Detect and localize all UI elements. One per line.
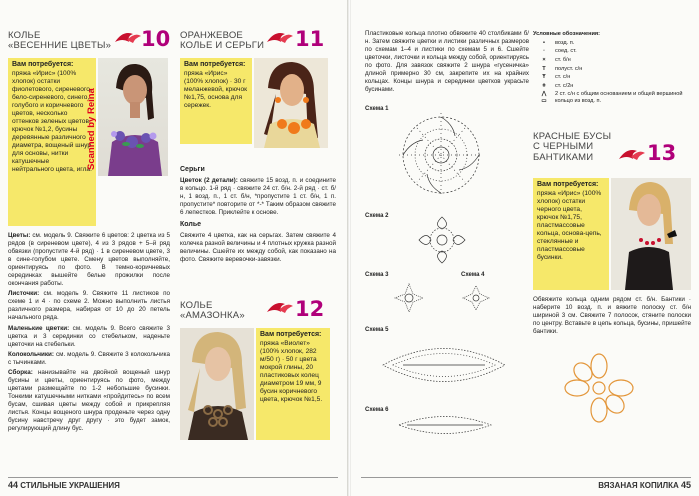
paragraph-text: см. модель 9. Свяжите 6 цветов: 2 цветка из 5 рядов (в сиреневом цвете), 4 из 3 рядов + 5–й ряд обвязки (пропустите 4-й ряд) · 1 в сиреневом цвете, 3 в сине-голубом цвете. Смену цветов выполняйте, ориентируясь по фото. В темно-коричневых серединках вышейте белые прожилки после окончания работы. [8,232,170,288]
section12-model-photo [180,328,254,440]
legend-label: 2 ст. с/н с общим основанием и общей вершиной [555,90,683,97]
earrings-subheading: Серьги [180,166,205,173]
footer-rule [8,477,338,478]
paragraph-lead: Маленькие цветки: [8,324,70,332]
scheme-5-diagram [379,336,509,394]
legend-symbol: × [542,56,546,63]
legend-symbol: ǂ [542,82,546,89]
legend-label: полуст. с/н [555,65,583,72]
section13-number: 13 [647,141,677,165]
legend-item [533,65,693,74]
section13-title-line1: КРАСНЫЕ БУСЫ [533,131,612,142]
section13-model-photo [611,178,691,290]
necklace-subheading: Колье [180,221,202,229]
paragraph [180,232,336,264]
legend-item [533,97,693,106]
section12-instructions [365,30,529,96]
left-footer [8,480,120,490]
legend-label: ст. б/н [555,56,571,63]
legend-title: Условные обозначения: [533,31,601,37]
paragraph [180,177,336,217]
paragraph-text: Свяжите 4 цветка, как на серьгах. Затем свяжите 4 колечка разной величины и 4 плотных кружка разной величины. Сшейте их между собой, как показано на фото. Свяжите веревочки-завязки. [180,232,336,264]
section13-title-line3: БАНТИКАМИ [533,151,594,163]
section10-title-line2: «ВЕСЕННИЕ ЦВЕТЫ» [8,40,112,52]
paragraph-text: свяжите 15 возд. п. и соедините в кольцо. 1-й ряд · свяжите 24 ст. б/н. 2-й ряд · ст. б/н, 1 возд. п., 1 ст. б/н, *пропустите 1 ст. б/н, 1 п. пропустите* повторите от *-* Таким образом свяжите 6 лепестков. Приклейте к основе. [180,176,336,217]
legend-label: соед. ст. [555,48,577,55]
paragraph [8,351,170,367]
bird-logo-icon [113,28,143,46]
scheme-4-diagram [461,284,491,312]
scheme-3-diagram [393,282,425,314]
bird-logo-icon [265,28,295,46]
scheme-3-label: Схема 3 [365,272,389,278]
legend-item [533,56,693,65]
section13-paragraph: Обвяжите кольца одним рядом ст. б/н. Бантики · наберите 10 возд. п. и вяжите полоску ст. б/н шириной 3 см. Свяжите 7 полосок, стяните полоски по центру. Вставьте в цепь кольца, бусины, пришейте бантики. [533,296,691,336]
legend-symbol: ▭ [541,98,547,105]
section13-materials-title: Вам потребуется: [537,181,599,188]
legend-label: ст. с/н [555,74,571,81]
legend-item [533,47,693,56]
bird-logo-icon [617,145,647,163]
legend-item [533,73,693,82]
section12-materials-box [256,328,330,440]
page-number: 44 [8,480,19,490]
left-page [0,0,348,496]
paragraph-text: нанизывайте на двойной вощеный шнур бусины и цветы, ориентируясь по фото, между цветами размещайте по 1-2 небольшие бусинки. Тонкими катушечными нитками «пройдитесь» по всем бусам, сшивая цветы между собой и прикрепляя листья. Концы вощеного шнура проденьте через одну бусину навстречу друг другу · это будет замок, регулирующий длину бус. [8,368,170,433]
section11-materials-text: пряжа «Ирис» (100% хлопок) · 30 г меланжевой, крючок №1,75, основа для сережек. [184,69,247,109]
scheme-4-label: Схема 4 [461,272,485,278]
section13-instructions [533,296,691,338]
legend-symbol: ◦ [543,48,545,55]
legend-item [533,39,693,48]
paragraph-lead: Цветы: [8,232,31,239]
section10-materials-title: Вам потребуется: [12,61,74,68]
section10-materials-text: пряжа «Ирис» (100% хлопок) остатки фиолетового, сиреневого, бело-сиреневого, синего, голубого и коричневого цветов, несколько оттенков зеленых цветов, крючок №1,2, бусины деревянные различного диаметра, вощеный шнур для основы, нитки катушечные нейтрального цвета, игла. [12,69,92,173]
scheme-1-diagram [391,108,491,202]
section12-title-line1: КОЛЬЕ [180,300,213,311]
section10-model-photo [98,58,168,176]
legend-symbol: Ŧ [542,74,546,81]
right-page [351,0,699,496]
section13-materials-text: пряжа «Ирис» (100% хлопок) остатки черного цвета, крючок №1,75, пластмассовые кольца, основа-цепь, стеклянные и пластмассовые бусинки. [537,189,602,261]
section10-instructions [8,232,170,435]
section12-materials-text: пряжа «Виолет» (100% хлопок, 282 м/50 г) · 50 г цвета мокрой глины, 20 пластиковых колец диаметром 19 мм, 9 бусин коричневого цвета, крючок №1,5. [260,339,323,403]
paragraph-lead: Сборка: [8,368,33,376]
legend-label: кольцо из возд. п. [555,98,602,105]
paragraph [8,232,170,288]
page-number: 45 [680,480,691,490]
section11-instructions [180,162,336,266]
section12-number: 12 [295,297,325,321]
legend-symbol: • [543,39,545,46]
scheme-2-label: Схема 2 [365,213,389,219]
section11-title-line2: КОЛЬЕ И СЕРЬГИ [180,40,265,52]
scheme-5-label: Схема 5 [365,327,389,333]
intro-paragraph: Пластиковые кольца плотно обвяжите 40 столбиками б/н. Затем свяжите цветки и листики различных размеров по схемам 1–4 и листики по схемам 5 и 6. Сшейте цветочки, листочки и кольца между собой, ориентируясь по фото. Для завязок свяжите 2 шнура «гусеничка» длиной примерно 30 см, закрепите их на крайних кольцах. Концы шнура и серединки цветков украсьте бусинами. [365,30,529,93]
legend-symbol: T [542,65,546,72]
legend [533,30,693,106]
section11-title-line1: ОРАНЖЕВОЕ [180,30,243,41]
section11-title [180,31,275,52]
paragraph [8,290,170,322]
footer-title: ВЯЗАНАЯ КОПИЛКА [598,481,679,490]
section10-number: 10 [141,27,171,51]
section11-number: 11 [295,27,325,51]
legend-item [533,82,693,91]
scheme-6-label: Схема 6 [365,407,389,413]
section11-materials-title: Вам потребуется: [184,61,246,68]
section13-materials-box [533,178,609,290]
bow-flower-illustration [563,352,635,424]
section10-title [8,31,118,52]
section10-title-line1: КОЛЬЕ [8,30,41,41]
section12-title [180,301,275,322]
legend-label: ст. с/2н [555,82,574,89]
footer-rule [361,477,691,478]
paragraph [8,369,170,433]
paragraph-text: см. модель 9. Всего свяжите 3 цветка и 3 серединки со стебельком, наденьте цветочки на стебельки. [8,324,170,348]
section12-title-line2: «АМАЗОНКА» [180,310,245,322]
paragraph-lead: Листочки: [8,290,40,298]
section13-title-line2: С ЧЕРНЫМИ [533,141,594,153]
footer-title: СТИЛЬНЫЕ УКРАШЕНИЯ [20,481,120,490]
section11-materials-box [180,58,252,144]
paragraph-lead: Цветок (2 детали): [180,176,238,184]
right-footer [598,480,691,490]
paragraph [8,325,170,349]
scheme-2-diagram [417,215,467,265]
bird-logo-icon [265,298,295,316]
scheme-1-label: Схема 1 [365,106,389,112]
section12-materials-title: Вам потребуется: [260,331,322,338]
paragraph-text: см. модель 9. Свяжите 3 колокольчика с тычинками. [8,350,170,366]
legend-label: возд. п. [555,39,575,46]
paragraph-text: см. модель 9. Свяжите 11 листиков по схеме 1 и 4 · по схеме 2. Можно выполнить листья различного размера, набирая от 10 до 20 петель начального ряда. [8,290,170,322]
section10-materials-box [8,58,96,226]
scanned-watermark: Scanned by Reina [86,88,97,170]
legend-item [533,91,693,98]
legend-symbol: ⋀ [541,90,547,97]
scheme-6-diagram [395,410,495,440]
paragraph-lead: Колокольчики: [8,350,55,358]
section11-model-photo [254,58,328,148]
